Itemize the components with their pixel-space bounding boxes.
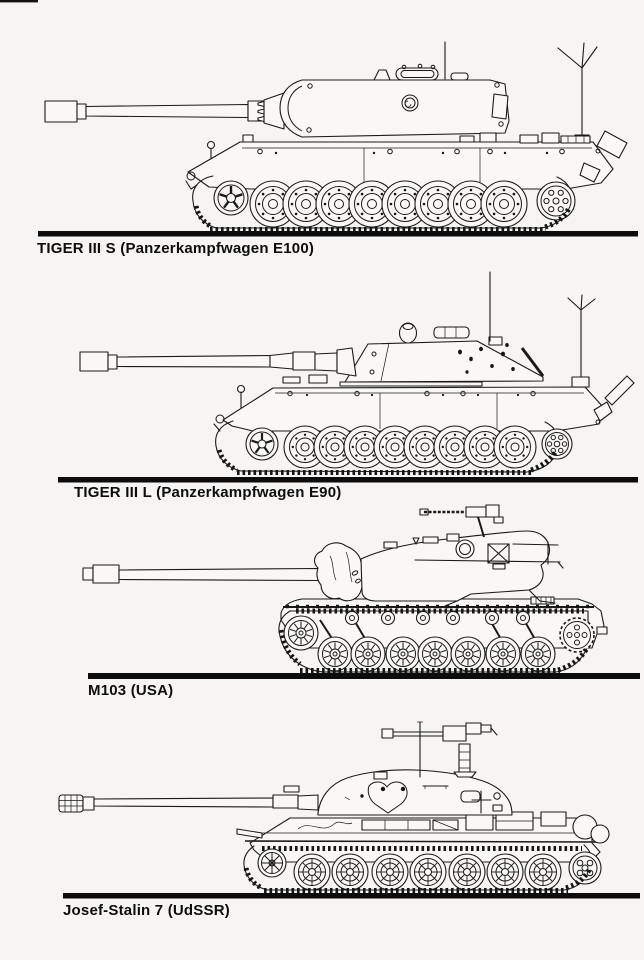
tank1-turret (280, 42, 597, 143)
machine-gun (420, 505, 503, 537)
fuel-drum (591, 825, 609, 843)
caption-josef-stalin-7: Josef-Stalin 7 (UdSSR) (63, 902, 230, 919)
scan-artifact (0, 0, 38, 2)
tank-drawing-tiger-iii-l-e90 (58, 272, 638, 483)
antenna-mast (568, 295, 595, 387)
caption-tiger-iii-l: TIGER III L (Panzerkampfwagen E90) (74, 484, 342, 501)
ground-line (63, 893, 640, 899)
tank2-hull (214, 375, 634, 431)
cupola (400, 323, 417, 343)
aa-machine-gun (382, 723, 497, 777)
tank2-turret (337, 272, 595, 387)
caption-m103: M103 (USA) (88, 682, 174, 699)
tank4-turret (318, 722, 512, 815)
cupola (396, 68, 438, 80)
ground-line (58, 477, 638, 483)
ground-line (38, 231, 638, 237)
tank-drawing-tiger-iii-s-e100 (38, 42, 638, 237)
antenna-mast (558, 43, 597, 143)
hatch-ring (456, 540, 474, 558)
ground-line (88, 673, 640, 679)
caption-tiger-iii-s: TIGER III S (Panzerkampfwagen E100) (37, 240, 315, 257)
tank3-gun (83, 543, 364, 601)
mantlet (315, 543, 364, 601)
tank1-gun (45, 93, 284, 129)
tank-drawing-josef-stalin-7 (59, 722, 640, 899)
tank4-gun (59, 786, 318, 812)
tank3-turret (361, 505, 563, 606)
tank-drawing-m103 (83, 505, 640, 679)
tank2-gun (80, 352, 337, 371)
